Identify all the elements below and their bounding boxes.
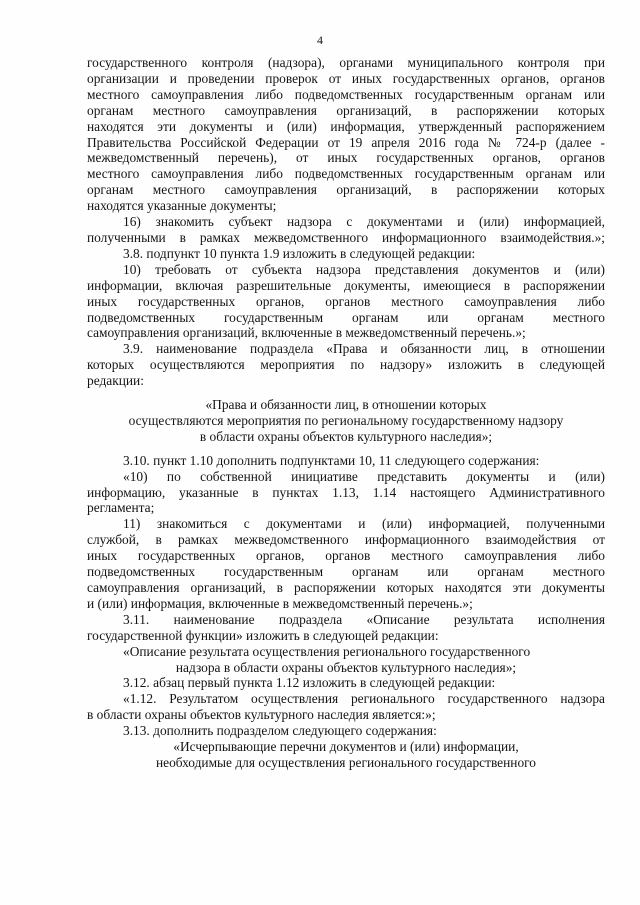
- text-line: информацию, указанные в пунктах 1.13, 1.14 настоящего Административного: [87, 484, 605, 500]
- page-number: 4: [317, 33, 323, 47]
- text-line: 3.12. абзац первый пункта 1.12 изложить в следующей редакции:: [123, 675, 496, 691]
- text-line: полученными в рамках межведомственного информационного взаимодействия.»;: [87, 229, 605, 245]
- text-line: 3.10. пункт 1.10 дополнить подпунктами 10, 11 следующего содержания:: [123, 452, 540, 468]
- text-line: «10) по собственной инициативе представить документы и (или): [123, 468, 605, 484]
- text-line: которых осуществляются мероприятия по надзору» изложить в следующей: [87, 357, 605, 373]
- text-line: 3.13. дополнить подразделом следующего содержания:: [123, 723, 437, 739]
- text-line: самоуправления организаций, в распоряжении которых находятся эти документы: [87, 580, 605, 595]
- text-line: Правительства Российской Федерации от 19 апреля 2016 года № 724-р (далее -: [87, 134, 605, 150]
- text-line: органам местного самоуправления организаций, в распоряжении которых: [87, 182, 605, 198]
- text-line: межведомственный перечень), от иных государственных органов, органов: [87, 150, 605, 166]
- document-body: [87, 55, 605, 771]
- text-line: иных государственных органов, органов местного самоуправления либо: [87, 548, 605, 564]
- text-line: находятся эти документы и (или) информация, утвержденный распоряжением: [87, 118, 605, 134]
- text-line: местного самоуправления либо подведомственных государственным органам или: [87, 86, 605, 102]
- text-line: государственного контроля (надзора), органами муниципального контроля при: [87, 55, 605, 70]
- text-line: службой, в рамках межведомственного информационного взаимодействия от: [87, 532, 605, 548]
- text-line: регламента;: [87, 500, 155, 516]
- text-line: и (или) информация, включенные в межведомственный перечень.»;: [87, 595, 473, 611]
- text-line: находятся указанные документы;: [87, 198, 277, 214]
- text-line: «Права и обязанности лиц, в отношении которых: [205, 397, 487, 413]
- text-line: 11) знакомиться с документами и (или) информацией, полученными: [123, 516, 605, 532]
- text-line: «Описание результата осуществления регионального государственного: [123, 643, 531, 659]
- text-line: «Исчерпывающие перечни документов и (или) информации,: [173, 739, 519, 755]
- text-line: 3.9. наименование подраздела «Права и обязанности лиц, в отношении: [123, 341, 605, 357]
- text-line: редакции:: [87, 373, 144, 389]
- text-line: подведомственных государственным органам или органам местного: [87, 564, 605, 580]
- text-line: 10) требовать от субъекта надзора представления документов и (или): [123, 261, 605, 277]
- text-line: иных государственных органов, органов местного самоуправления либо: [87, 293, 605, 309]
- text-line: местного самоуправления либо подведомственных государственным органам или: [87, 166, 605, 182]
- text-line: организации и проведении проверок от иных государственных органов, органов: [87, 70, 605, 86]
- text-line: в области охраны объектов культурного наследия»;: [199, 428, 493, 444]
- text-line: в области охраны объектов культурного наследия является:»;: [87, 707, 436, 723]
- text-line: самоуправления организаций, включенные в межведомственный перечень.»;: [87, 325, 526, 341]
- text-line: подведомственных государственным органам или органам местного: [87, 309, 605, 325]
- text-line: 3.8. подпункт 10 пункта 1.9 изложить в следующей редакции:: [123, 245, 476, 261]
- text-line: осуществляются мероприятия по региональному государственному надзору: [128, 412, 564, 428]
- text-line: необходимые для осуществления регионального государственного: [155, 754, 537, 770]
- text-line: надзора в области охраны объектов культурного наследия»;: [175, 659, 517, 675]
- text-line: 3.11. наименование подраздела «Описание результата исполнения: [123, 611, 605, 627]
- text-line: 16) знакомить субъект надзора с документами и (или) информацией,: [123, 214, 605, 230]
- text-line: информации, включая разрешительные документы, имеющиеся в распоряжении: [87, 277, 605, 293]
- text-line: органам местного самоуправления организаций, в распоряжении которых: [87, 102, 605, 118]
- text-line: государственной функции» изложить в следующей редакции:: [87, 627, 439, 643]
- text-line: «1.12. Результатом осуществления регионального государственного надзора: [123, 691, 605, 707]
